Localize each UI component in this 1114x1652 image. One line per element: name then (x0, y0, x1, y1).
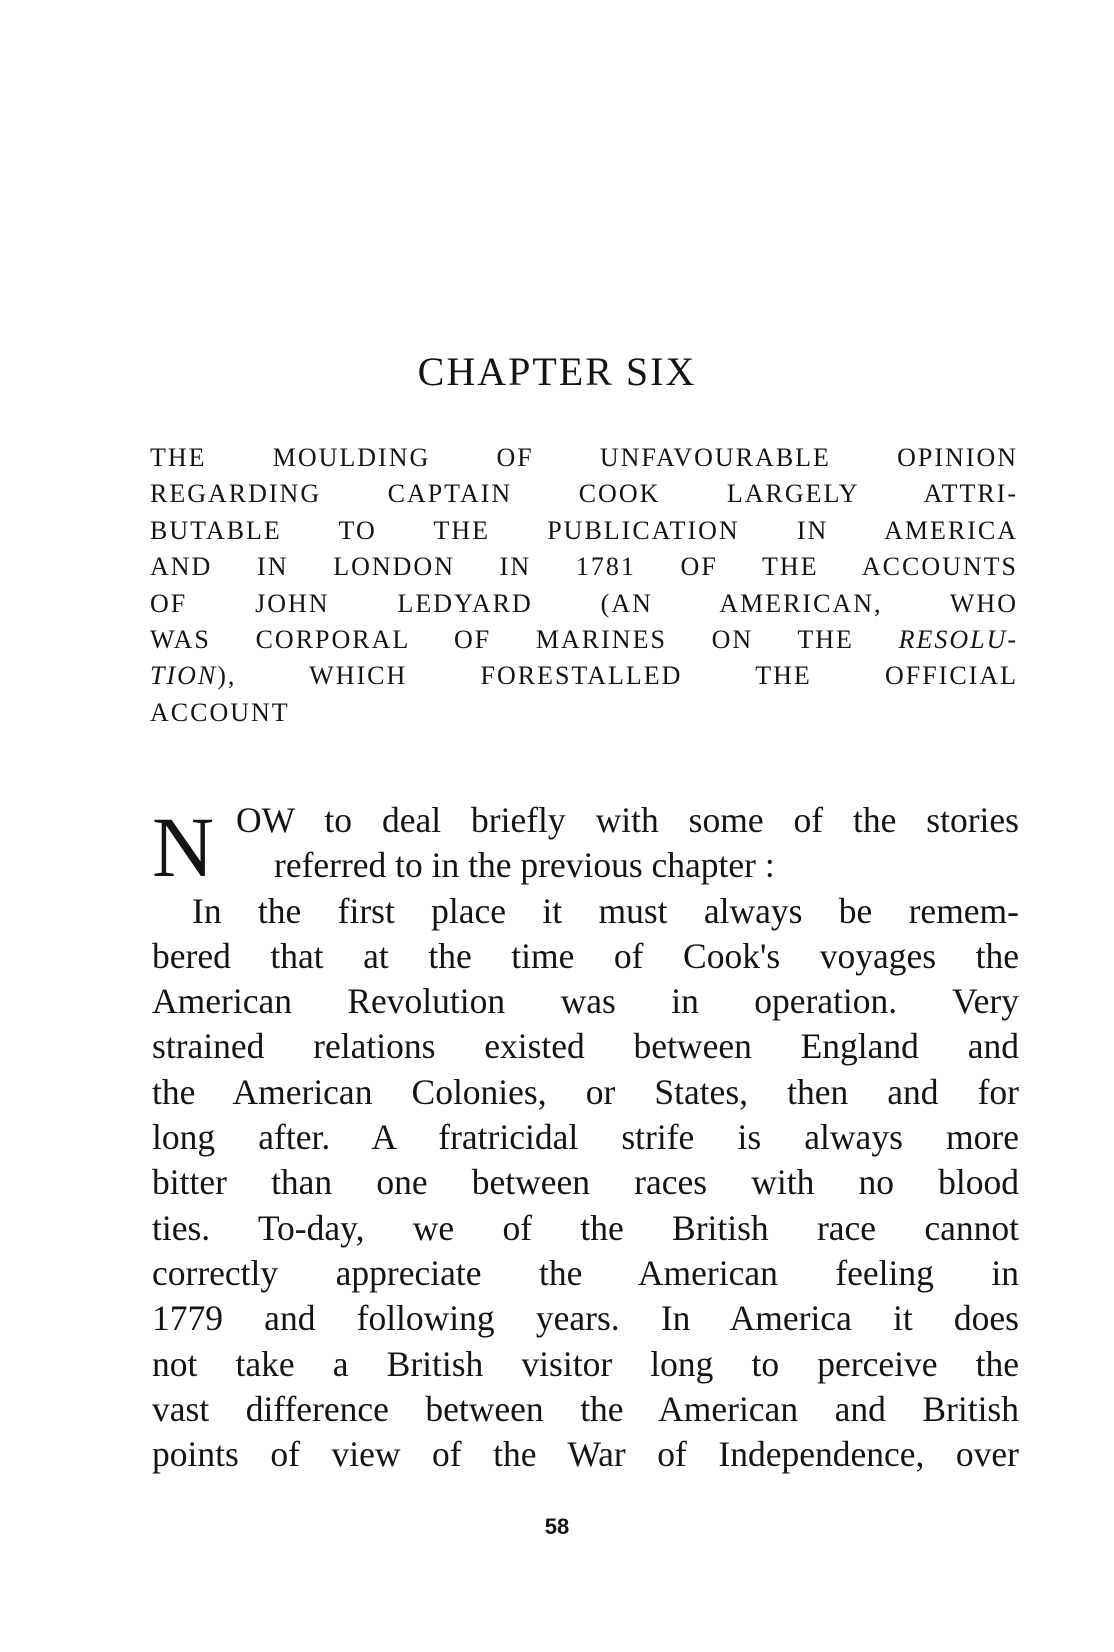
summary-line (150, 622, 1019, 658)
body-line: correctly appreciate the American feeling in (152, 1252, 1019, 1293)
drop-cap: N (152, 799, 215, 895)
body-line: 1779 and following years. In America it does (152, 1298, 1019, 1339)
summary-line: ACCOUNT (150, 697, 290, 727)
chapter-title: CHAPTER SIX (417, 349, 697, 394)
summary-line (150, 658, 1018, 694)
ship-name-italic-cont: TION (150, 661, 218, 691)
summary-line: BUTABLE TO THE PUBLICATION IN AMERICA (150, 515, 1018, 545)
body-line: OW to deal briefly with some of the stories (236, 800, 1019, 840)
summary-line: AND IN LONDON IN 1781 OF THE ACCOUNTS (150, 552, 1018, 582)
body-line: points of view of the War of Independence, over (152, 1434, 1019, 1475)
summary-line: REGARDING CAPTAIN COOK LARGELY ATTRI- (150, 479, 1018, 509)
body-line: bitter than one between races with no blood (152, 1162, 1019, 1203)
body-line: referred to in the previous chapter : (274, 845, 775, 886)
chapter-summary (150, 440, 1018, 731)
body-line: bered that at the time of Cook's voyages the (152, 935, 1019, 976)
summary-line: THE MOULDING OF UNFAVOURABLE OPINION (150, 443, 1018, 472)
summary-line-text: WAS CORPORAL OF MARINES ON THE (150, 625, 854, 655)
body-text (152, 798, 1019, 1477)
body-line: In the first place it must always be remem- (192, 890, 1019, 931)
page-number: 58 (544, 1514, 570, 1539)
opening-paragraph (152, 798, 1019, 895)
body-line: long after. A fratricidal strife is always more (152, 1117, 1019, 1158)
body-line: American Revolution was in operation. Very (152, 981, 1019, 1022)
body-line: vast difference between the American and British (152, 1388, 1019, 1429)
summary-line-text: ), WHICH FORESTALLED THE OFFICIAL (217, 661, 1018, 691)
body-line: the American Colonies, or States, then and for (152, 1071, 1019, 1112)
body-line: not take a British visitor long to perceive the (152, 1343, 1019, 1384)
body-line: ties. To-day, we of the British race cannot (152, 1207, 1019, 1248)
ship-name-italic: RESOLU- (898, 625, 1019, 655)
body-line: strained relations existed between England and (152, 1026, 1019, 1067)
summary-line: OF JOHN LEDYARD (AN AMERICAN, WHO (150, 588, 1018, 618)
